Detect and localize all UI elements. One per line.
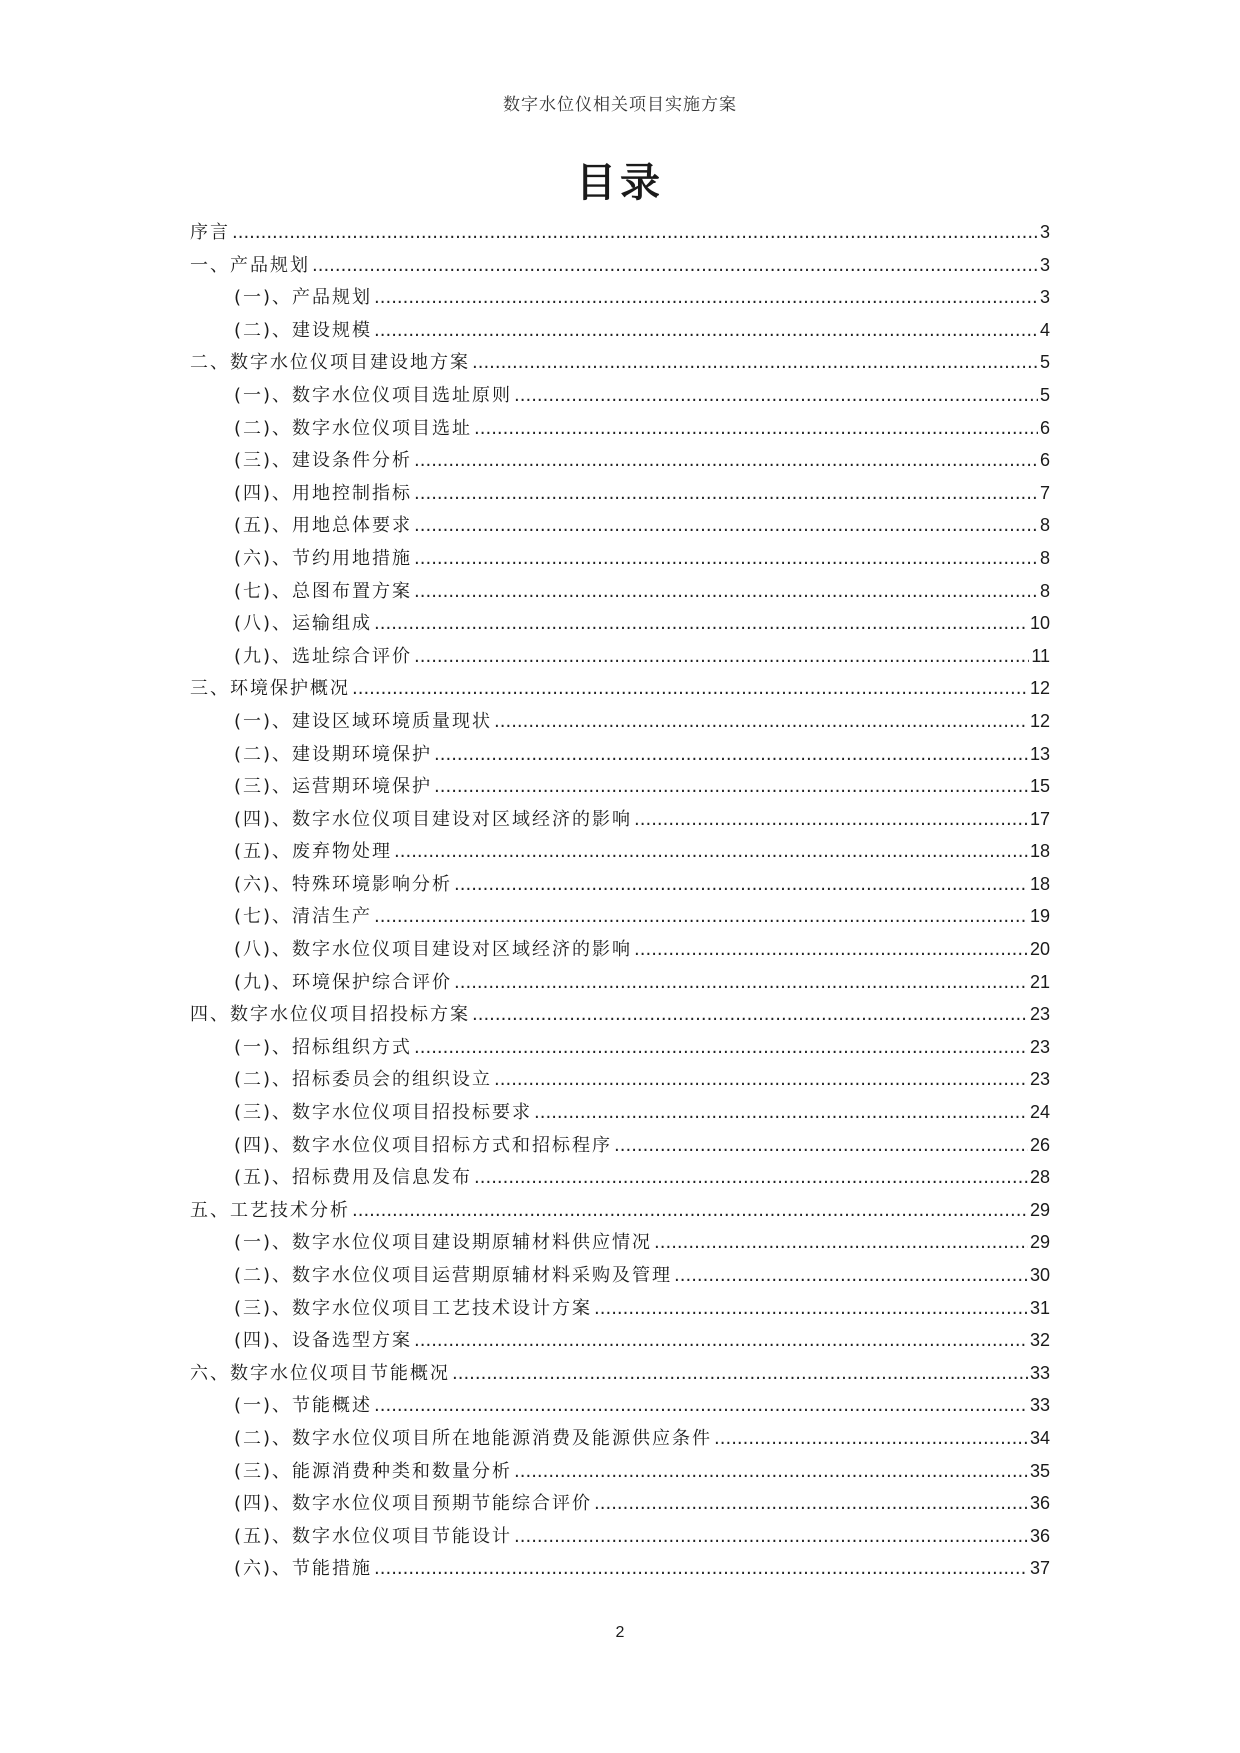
toc-entry[interactable] [190, 1522, 1050, 1555]
toc-entry-page: 8 [1039, 580, 1050, 601]
toc-dot-leader [474, 418, 1038, 439]
toc-entry-label: (六)、特殊环境影响分析 [234, 873, 453, 895]
toc-entry-page: 29 [1029, 1199, 1050, 1220]
toc-entry[interactable] [190, 772, 1050, 805]
toc-entry-label: (九)、环境保护综合评价 [234, 971, 453, 993]
toc-entry-label: (一)、产品规划 [234, 287, 373, 309]
toc-entry[interactable] [190, 1554, 1050, 1587]
toc-dot-leader [634, 809, 1028, 830]
toc-entry[interactable] [190, 870, 1050, 903]
toc-dot-leader [434, 744, 1028, 765]
toc-entry-page: 21 [1029, 971, 1050, 992]
toc-entry-label: (七)、清洁生产 [234, 906, 373, 928]
toc-entry-label: 序言 [190, 222, 230, 243]
toc-entry-label: (四)、用地控制指标 [234, 482, 413, 504]
toc-dot-leader [414, 581, 1038, 602]
toc-entry[interactable] [190, 1391, 1050, 1424]
toc-dot-leader [472, 1004, 1028, 1025]
toc-entry[interactable] [190, 1326, 1050, 1359]
toc-entry[interactable] [190, 1424, 1050, 1457]
toc-entry[interactable] [190, 707, 1050, 740]
toc-entry[interactable] [190, 1033, 1050, 1066]
toc-entry-page: 11 [1031, 645, 1050, 666]
toc-entry-page: 35 [1029, 1460, 1050, 1481]
toc-entry[interactable] [190, 1000, 1050, 1033]
toc-entry-label: (三)、能源消费种类和数量分析 [234, 1460, 513, 1482]
toc-dot-leader [414, 515, 1038, 536]
toc-entry-page: 4 [1039, 319, 1050, 340]
toc-entry[interactable] [190, 1359, 1050, 1392]
toc-entry[interactable] [190, 348, 1050, 381]
toc-entry-label: (六)、节约用地措施 [234, 547, 413, 569]
toc-entry-label: (三)、数字水位仪项目招投标要求 [234, 1102, 533, 1124]
toc-entry-page: 29 [1029, 1232, 1050, 1253]
toc-entry-page: 8 [1039, 547, 1050, 568]
toc-entry[interactable] [190, 446, 1050, 479]
toc-entry-page: 6 [1039, 450, 1050, 471]
toc-entry-page: 28 [1029, 1167, 1050, 1188]
toc-dot-leader [232, 222, 1038, 243]
toc-entry[interactable] [190, 283, 1050, 316]
toc-entry-page: 7 [1039, 482, 1050, 503]
toc-entry[interactable] [190, 577, 1050, 610]
toc-entry-page: 23 [1029, 1004, 1050, 1025]
toc-dot-leader [374, 1395, 1028, 1416]
toc-dot-leader [312, 255, 1038, 276]
toc-entry-label: (一)、建设区域环境质量现状 [234, 710, 493, 732]
toc-dot-leader [414, 1330, 1028, 1351]
toc-dot-leader [452, 1363, 1028, 1384]
toc-dot-leader [414, 1037, 1028, 1058]
toc-entry-page: 17 [1029, 808, 1050, 829]
toc-entry-page: 3 [1039, 222, 1050, 242]
toc-entry[interactable] [190, 805, 1050, 838]
toc-entry-page: 13 [1029, 743, 1050, 764]
toc-dot-leader [434, 776, 1028, 797]
toc-dot-leader [414, 646, 1029, 667]
toc-entry[interactable] [190, 1457, 1050, 1490]
toc-dot-leader [714, 1428, 1028, 1449]
toc-entry-label: (三)、数字水位仪项目工艺技术设计方案 [234, 1297, 593, 1319]
toc-entry-label: (二)、数字水位仪项目运营期原辅材料采购及管理 [234, 1265, 673, 1286]
toc-entry-label: (四)、设备选型方案 [234, 1330, 413, 1352]
toc-entry[interactable] [190, 1065, 1050, 1098]
toc-dot-leader [494, 1069, 1028, 1090]
toc-entry-page: 23 [1029, 1036, 1050, 1057]
toc-dot-leader [594, 1298, 1028, 1319]
toc-dot-leader [514, 385, 1038, 406]
toc-entry[interactable] [190, 968, 1050, 1001]
toc-entry-label: (五)、废弃物处理 [234, 841, 393, 863]
toc-entry[interactable] [190, 1098, 1050, 1131]
toc-entry-label: 六、数字水位仪项目节能概况 [190, 1362, 450, 1384]
toc-dot-leader [514, 1461, 1028, 1482]
toc-entry[interactable] [190, 740, 1050, 773]
page-number: 2 [615, 1624, 625, 1641]
toc-dot-leader [352, 678, 1028, 699]
toc-entry-page: 19 [1029, 906, 1050, 927]
toc-entry-label: 一、产品规划 [190, 254, 310, 276]
toc-entry[interactable] [190, 414, 1050, 447]
toc-entry-label: (一)、数字水位仪项目选址原则 [234, 384, 513, 406]
toc-entry-label: (三)、运营期环境保护 [234, 776, 433, 798]
toc-entry[interactable] [190, 1489, 1050, 1522]
toc-entry-page: 5 [1039, 352, 1050, 373]
toc-dot-leader [414, 548, 1038, 569]
toc-entry-label: 四、数字水位仪项目招投标方案 [190, 1004, 470, 1026]
toc-dot-leader [374, 287, 1038, 308]
toc-entry[interactable] [190, 218, 1050, 251]
running-header: 数字水位仪相关项目实施方案 [503, 95, 737, 115]
toc-dot-leader [634, 939, 1028, 960]
toc-entry[interactable] [190, 935, 1050, 968]
toc-entry[interactable] [190, 1131, 1050, 1164]
toc-entry[interactable] [190, 1294, 1050, 1327]
toc-entry-label: (二)、数字水位仪项目选址 [234, 417, 473, 439]
toc-dot-leader [374, 613, 1028, 634]
toc-dot-leader [454, 874, 1028, 895]
toc-entry-page: 18 [1029, 841, 1050, 862]
toc-dot-leader [614, 1135, 1028, 1156]
toc-entry-label: (五)、用地总体要求 [234, 515, 413, 537]
toc-entry[interactable] [190, 642, 1050, 675]
toc-entry-label: (二)、数字水位仪项目所在地能源消费及能源供应条件 [234, 1427, 713, 1449]
toc-entry-label: (五)、数字水位仪项目节能设计 [234, 1525, 513, 1547]
toc-dot-leader [514, 1526, 1028, 1547]
toc-entry-label: (四)、数字水位仪项目预期节能综合评价 [234, 1493, 593, 1515]
toc-entry[interactable] [190, 1163, 1050, 1196]
toc-entry-page: 24 [1029, 1102, 1050, 1123]
toc-entry-label: (一)、数字水位仪项目建设期原辅材料供应情况 [234, 1232, 653, 1254]
toc-dot-leader [594, 1493, 1028, 1514]
toc-entry-label: 二、数字水位仪项目建设地方案 [190, 352, 470, 374]
toc-dot-leader [472, 352, 1038, 373]
toc-entry-page: 34 [1029, 1427, 1050, 1448]
toc-entry-label: 五、工艺技术分析 [190, 1199, 350, 1221]
toc-entry-page: 12 [1029, 678, 1050, 699]
toc-dot-leader [414, 483, 1038, 504]
toc-dot-leader [674, 1265, 1028, 1286]
toc-entry-page: 20 [1029, 939, 1050, 960]
toc-dot-leader [654, 1232, 1028, 1253]
toc-entry[interactable] [190, 251, 1050, 284]
toc-entry-page: 10 [1029, 613, 1050, 634]
toc-entry[interactable] [190, 837, 1050, 870]
toc-entry[interactable] [190, 609, 1050, 642]
toc-entry-page: 33 [1029, 1395, 1050, 1416]
toc-dot-leader [352, 1200, 1028, 1221]
toc-entry-page: 32 [1029, 1330, 1050, 1351]
toc-dot-leader [414, 450, 1038, 471]
toc-entry-page: 18 [1029, 873, 1050, 894]
toc-entry-page: 33 [1029, 1362, 1050, 1383]
toc-entry[interactable] [190, 544, 1050, 577]
toc-dot-leader [394, 841, 1028, 862]
toc-entry-page: 37 [1029, 1558, 1050, 1579]
toc-entry-label: (一)、招标组织方式 [234, 1036, 413, 1058]
toc-entry-page: 3 [1039, 287, 1050, 308]
toc-dot-leader [454, 972, 1028, 993]
toc-entry-label: (四)、数字水位仪项目建设对区域经济的影响 [234, 808, 633, 830]
toc-entry[interactable] [190, 511, 1050, 544]
toc-entry-label: (八)、数字水位仪项目建设对区域经济的影响 [234, 939, 633, 961]
toc-entry[interactable] [190, 316, 1050, 349]
toc-list [190, 218, 1050, 1587]
toc-entry-page: 6 [1039, 417, 1050, 438]
toc-dot-leader [374, 1558, 1028, 1579]
toc-entry[interactable] [190, 479, 1050, 512]
toc-entry-page: 8 [1039, 515, 1050, 536]
toc-dot-leader [374, 320, 1038, 341]
toc-entry-label: (二)、建设规模 [234, 319, 373, 341]
toc-entry-page: 31 [1029, 1297, 1050, 1318]
toc-title: 目录 [576, 160, 664, 206]
toc-entry-label: (三)、建设条件分析 [234, 450, 413, 472]
toc-entry-label: (二)、招标委员会的组织设立 [234, 1069, 493, 1091]
toc-entry[interactable] [190, 1261, 1050, 1294]
toc-entry-page: 30 [1029, 1265, 1050, 1285]
toc-entry-label: 三、环境保护概况 [190, 678, 350, 700]
toc-entry-page: 36 [1029, 1493, 1050, 1514]
toc-entry-label: (四)、数字水位仪项目招标方式和招标程序 [234, 1134, 613, 1156]
toc-entry-page: 5 [1039, 384, 1050, 405]
toc-entry-page: 36 [1029, 1525, 1050, 1546]
toc-dot-leader [374, 906, 1028, 927]
toc-entry-page: 12 [1029, 710, 1050, 731]
toc-entry[interactable] [190, 902, 1050, 935]
toc-entry[interactable] [190, 381, 1050, 414]
toc-entry-label: (八)、运输组成 [234, 613, 373, 635]
toc-entry-label: (一)、节能概述 [234, 1395, 373, 1417]
toc-entry-page: 15 [1029, 776, 1050, 797]
toc-entry-label: (七)、总图布置方案 [234, 580, 413, 602]
toc-entry-page: 3 [1039, 254, 1050, 275]
toc-entry-label: (六)、节能措施 [234, 1558, 373, 1580]
toc-dot-leader [474, 1167, 1028, 1188]
toc-entry-label: (九)、选址综合评价 [234, 645, 413, 667]
toc-entry[interactable] [190, 674, 1050, 707]
toc-entry-page: 26 [1029, 1134, 1050, 1155]
toc-dot-leader [494, 711, 1028, 732]
toc-entry-page: 23 [1029, 1069, 1050, 1090]
toc-entry[interactable] [190, 1196, 1050, 1229]
toc-entry-label: (五)、招标费用及信息发布 [234, 1167, 473, 1189]
toc-dot-leader [534, 1102, 1028, 1123]
toc-entry-label: (二)、建设期环境保护 [234, 743, 433, 765]
toc-entry[interactable] [190, 1228, 1050, 1261]
